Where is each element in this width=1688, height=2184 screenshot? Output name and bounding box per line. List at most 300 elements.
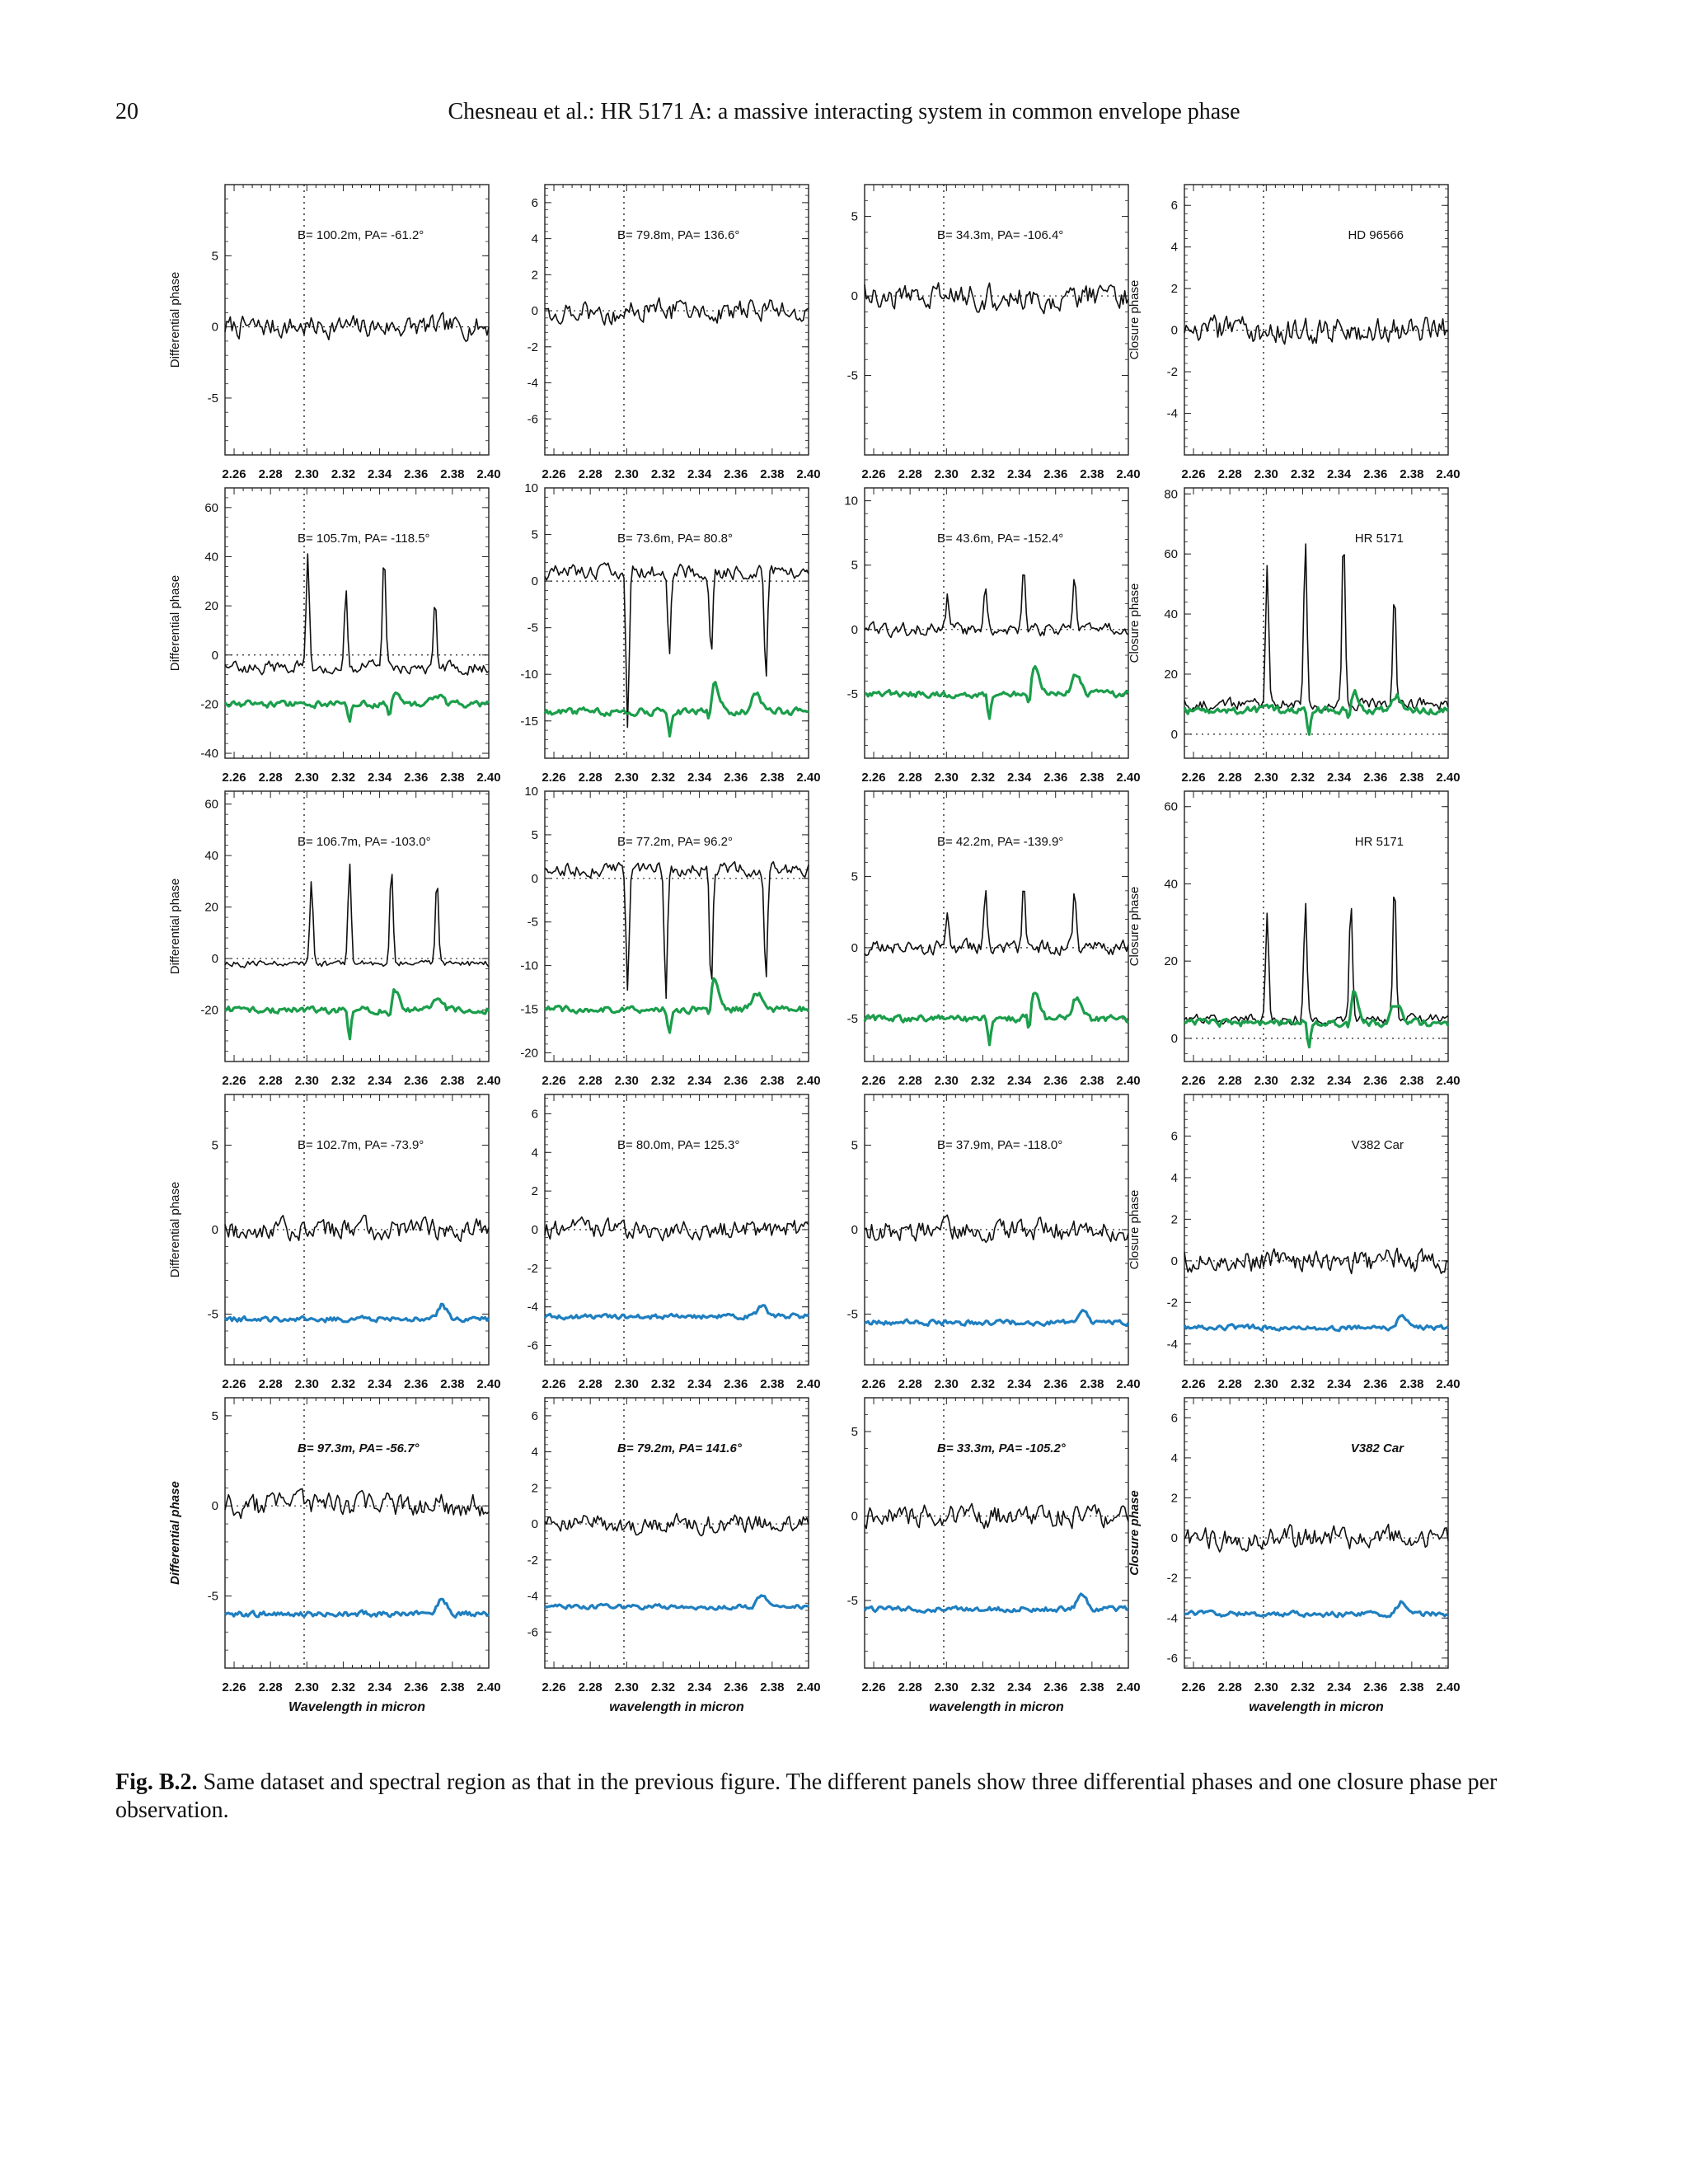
x-tick-label: 2.30: [1254, 771, 1278, 785]
y-tick-label: -6: [527, 1338, 538, 1353]
x-tick-label: 2.40: [476, 771, 501, 785]
y-tick-label: 0: [1170, 1254, 1178, 1268]
y-axis-label: Closure phase: [1128, 279, 1142, 360]
y-tick-label: -4: [527, 376, 538, 391]
x-tick-label: 2.36: [1363, 1377, 1388, 1391]
panel-r4c4: [1128, 1094, 1461, 1391]
data-series-line: [545, 563, 809, 728]
y-tick-label: 0: [531, 871, 538, 886]
reference-series-line: [1184, 691, 1448, 735]
panel-r1c3: [847, 185, 1141, 481]
x-tick-label: 2.38: [760, 467, 785, 481]
x-tick-label: 2.36: [724, 1074, 748, 1088]
x-tick-label: 2.28: [1217, 467, 1242, 481]
x-tick-label: 2.30: [934, 1680, 959, 1694]
y-tick-label: -15: [520, 714, 538, 729]
y-tick-label: 40: [1164, 877, 1178, 892]
y-tick-label: 0: [211, 320, 218, 335]
x-tick-label: 2.30: [294, 771, 319, 785]
y-tick-label: 5: [211, 1408, 218, 1423]
y-tick-label: 0: [1170, 1031, 1178, 1046]
data-series-line: [1184, 1249, 1448, 1274]
x-tick-label: 2.32: [650, 1377, 676, 1391]
plot-frame: [225, 488, 489, 758]
x-tick-label: 2.38: [1080, 1680, 1104, 1694]
x-tick-label: 2.32: [970, 771, 996, 785]
x-tick-label: 2.26: [1181, 771, 1206, 785]
y-tick-label: -20: [520, 1046, 538, 1061]
x-tick-label: 2.40: [476, 467, 501, 481]
y-tick-label: 60: [204, 797, 218, 812]
panel-annotation: HR 5171: [1354, 532, 1404, 546]
x-tick-label: 2.26: [222, 771, 246, 785]
y-tick-label: 2: [531, 268, 538, 283]
x-tick-label: 2.32: [650, 1074, 676, 1088]
x-tick-label: 2.36: [1043, 1680, 1068, 1694]
y-tick-label: -2: [1166, 365, 1178, 380]
data-series-line: [1184, 315, 1448, 344]
y-tick-label: -6: [1166, 1651, 1178, 1666]
panel-r5c1: [168, 1398, 501, 1714]
x-tick-label: 2.36: [1363, 1680, 1388, 1694]
y-tick-label: 2: [1170, 1212, 1178, 1227]
panel-r2c4: [1128, 487, 1461, 785]
data-series-line: [1184, 544, 1448, 711]
x-tick-label: 2.32: [650, 467, 676, 481]
x-tick-label: 2.26: [542, 771, 566, 785]
x-tick-label: 2.36: [1043, 1074, 1068, 1088]
x-tick-label: 2.36: [724, 1377, 748, 1391]
x-tick-label: 2.40: [796, 1377, 821, 1391]
x-tick-label: 2.28: [1217, 1680, 1242, 1694]
x-tick-label: 2.36: [724, 771, 748, 785]
y-tick-label: 0: [531, 574, 538, 589]
y-tick-label: 0: [1170, 727, 1178, 742]
y-tick-label: 40: [1164, 607, 1178, 622]
x-tick-label: 2.36: [724, 467, 748, 481]
panel-annotation: V382 Car: [1351, 1138, 1404, 1152]
x-tick-label: 2.38: [440, 467, 465, 481]
y-tick-label: 10: [524, 481, 538, 495]
x-tick-label: 2.26: [222, 1377, 246, 1391]
x-tick-label: 2.36: [404, 1377, 429, 1391]
x-tick-label: 2.28: [898, 1074, 922, 1088]
x-tick-label: 2.38: [1400, 467, 1424, 481]
x-tick-label: 2.34: [367, 771, 392, 785]
y-tick-label: 60: [204, 500, 218, 515]
x-tick-label: 2.30: [1254, 1377, 1278, 1391]
plot-frame: [225, 791, 489, 1062]
panel-r3c3: [847, 791, 1141, 1088]
data-series-line: [865, 283, 1128, 313]
y-tick-label: 20: [1164, 954, 1178, 969]
y-tick-label: 5: [211, 249, 218, 264]
y-axis-label: Differential phase: [168, 1181, 182, 1278]
panel-r4c1: [168, 1094, 501, 1391]
x-tick-label: 2.36: [1363, 771, 1388, 785]
x-tick-label: 2.28: [258, 1074, 283, 1088]
y-tick-label: -10: [520, 668, 538, 682]
panel-r4c3: [847, 1094, 1141, 1391]
y-tick-label: 0: [531, 1223, 538, 1237]
x-tick-label: 2.40: [476, 1377, 501, 1391]
y-tick-label: 4: [531, 1445, 538, 1460]
y-tick-label: -5: [846, 1012, 858, 1027]
plot-frame: [1184, 185, 1448, 455]
y-axis-label: Differential phase: [168, 1481, 182, 1585]
x-tick-label: 2.30: [614, 771, 639, 785]
x-tick-label: 2.28: [578, 467, 603, 481]
x-tick-label: 2.28: [258, 771, 283, 785]
y-tick-label: 6: [531, 1107, 538, 1122]
x-tick-label: 2.34: [687, 771, 712, 785]
panel-annotation: B= 73.6m, PA= 80.8°: [617, 532, 733, 546]
y-tick-label: 6: [531, 1408, 538, 1423]
x-tick-label: 2.34: [367, 1680, 392, 1694]
x-tick-label: 2.28: [258, 1680, 283, 1694]
x-tick-label: 2.34: [367, 1074, 392, 1088]
y-axis-label: Differential phase: [168, 271, 182, 368]
reference-series-line: [865, 667, 1128, 719]
x-tick-label: 2.40: [476, 1680, 501, 1694]
y-tick-label: -5: [846, 1307, 858, 1322]
y-tick-label: -5: [207, 1589, 218, 1604]
x-tick-label: 2.40: [796, 467, 821, 481]
x-tick-label: 2.38: [1400, 1680, 1424, 1694]
y-tick-label: -5: [846, 687, 858, 701]
y-tick-label: 5: [531, 527, 538, 542]
x-tick-label: 2.30: [1254, 467, 1278, 481]
y-tick-label: 20: [204, 599, 218, 614]
y-tick-label: 0: [851, 940, 858, 955]
y-tick-label: 4: [1170, 1170, 1178, 1185]
x-tick-label: 2.40: [1116, 1074, 1141, 1088]
y-axis-label: Closure phase: [1128, 1490, 1142, 1576]
x-tick-label: 2.32: [970, 467, 996, 481]
y-tick-label: 0: [851, 289, 858, 304]
y-axis-label: Closure phase: [1128, 583, 1142, 663]
y-tick-label: -4: [527, 1589, 538, 1604]
y-tick-label: -6: [527, 412, 538, 427]
x-tick-label: 2.36: [404, 1074, 429, 1088]
panel-annotation: B= 77.2m, PA= 96.2°: [617, 835, 733, 849]
y-tick-label: 6: [1170, 199, 1178, 213]
x-tick-label: 2.38: [1400, 1377, 1424, 1391]
caption-text: Same dataset and spectral region as that in the previous figure. The different panels show three differential phases and one closure phase per observation.: [115, 1769, 1498, 1823]
reference-series-line: [545, 978, 809, 1033]
x-tick-label: 2.38: [760, 1377, 785, 1391]
y-axis-label: Differential phase: [168, 574, 182, 672]
y-tick-label: 5: [851, 1138, 858, 1153]
x-tick-label: 2.40: [796, 1074, 821, 1088]
y-tick-label: -5: [527, 915, 538, 930]
y-tick-label: -5: [527, 621, 538, 635]
x-tick-label: 2.26: [542, 1074, 566, 1088]
y-tick-label: 0: [1170, 323, 1178, 338]
y-tick-label: -4: [527, 1300, 538, 1315]
x-tick-label: 2.26: [1181, 1377, 1206, 1391]
data-series-line: [1184, 1525, 1448, 1552]
x-tick-label: 2.26: [542, 1377, 566, 1391]
y-tick-label: -2: [527, 340, 538, 354]
x-tick-label: 2.30: [614, 467, 639, 481]
x-tick-label: 2.28: [578, 1074, 603, 1088]
y-tick-label: -5: [207, 391, 218, 405]
plot-frame: [545, 1094, 809, 1365]
x-tick-label: 2.40: [1436, 1680, 1461, 1694]
panel-r1c2: [528, 185, 821, 481]
x-tick-label: 2.26: [542, 1680, 566, 1694]
x-tick-label: 2.36: [1043, 1377, 1068, 1391]
data-series-line: [545, 1513, 809, 1535]
y-tick-label: 5: [851, 558, 858, 573]
reference-series-line: [225, 693, 489, 722]
data-series-line: [225, 312, 489, 341]
panel-r5c4: [1128, 1398, 1461, 1714]
panel-r5c2: [528, 1398, 821, 1714]
x-tick-label: 2.34: [687, 467, 712, 481]
panel-annotation: B= 105.7m, PA= -118.5°: [298, 532, 430, 546]
running-title: Chesneau et al.: HR 5171 A: a massive interacting system in common envelope phase: [448, 99, 1240, 124]
x-tick-label: 2.26: [1181, 467, 1206, 481]
x-tick-label: 2.34: [1006, 771, 1032, 785]
y-tick-label: -5: [846, 368, 858, 383]
x-tick-label: 2.36: [404, 771, 429, 785]
y-tick-label: -2: [527, 1553, 538, 1568]
x-tick-label: 2.38: [440, 771, 465, 785]
x-tick-label: 2.38: [1080, 771, 1104, 785]
y-tick-label: 0: [851, 622, 858, 637]
data-series-line: [225, 865, 489, 968]
x-tick-label: 2.38: [1080, 467, 1104, 481]
x-tick-label: 2.34: [1326, 1377, 1352, 1391]
y-tick-label: -40: [200, 747, 218, 762]
x-tick-label: 2.32: [650, 771, 676, 785]
x-tick-label: 2.32: [970, 1377, 996, 1391]
y-axis-label: Differential phase: [168, 878, 182, 975]
y-tick-label: -6: [527, 1625, 538, 1640]
x-tick-label: 2.38: [1080, 1377, 1104, 1391]
data-series-line: [865, 1504, 1128, 1529]
x-tick-label: 2.26: [542, 467, 566, 481]
plot-frame: [225, 1398, 489, 1668]
panel-annotation: B= 79.8m, PA= 136.6°: [617, 228, 740, 242]
x-tick-label: 2.30: [934, 467, 959, 481]
x-tick-label: 2.32: [331, 771, 356, 785]
panel-r2c2: [520, 481, 820, 785]
y-tick-label: 0: [851, 1223, 858, 1237]
y-tick-label: 5: [851, 1425, 858, 1439]
x-tick-label: 2.38: [1400, 771, 1424, 785]
x-tick-label: 2.34: [687, 1074, 712, 1088]
y-tick-label: -20: [200, 697, 218, 712]
x-tick-label: 2.30: [1254, 1074, 1278, 1088]
data-series-line: [1184, 898, 1448, 1025]
x-tick-label: 2.26: [222, 1680, 246, 1694]
plot-frame: [865, 185, 1128, 455]
x-tick-label: 2.40: [1436, 1377, 1461, 1391]
y-tick-label: 6: [531, 195, 538, 210]
y-tick-label: 40: [204, 550, 218, 565]
x-tick-label: 2.40: [1436, 1074, 1461, 1088]
data-series-line: [225, 1489, 489, 1519]
panel-r1c1: [168, 185, 501, 481]
plot-frame: [865, 1398, 1128, 1668]
y-tick-label: 5: [211, 1138, 218, 1153]
data-series-line: [225, 1216, 489, 1242]
panel-annotation: B= 97.3m, PA= -56.7°: [298, 1441, 420, 1455]
data-series-line: [865, 575, 1128, 638]
y-tick-label: 10: [844, 494, 858, 509]
x-tick-label: 2.32: [1290, 1680, 1315, 1694]
reference-series-line: [545, 1596, 809, 1610]
y-tick-label: 6: [1170, 1411, 1178, 1426]
x-tick-label: 2.30: [294, 1377, 319, 1391]
x-tick-label: 2.30: [614, 1680, 639, 1694]
y-tick-label: 0: [531, 304, 538, 319]
x-axis-label: wavelength in micron: [1249, 1700, 1384, 1714]
panel-annotation: B= 34.3m, PA= -106.4°: [937, 228, 1064, 242]
x-tick-label: 2.34: [1326, 1680, 1352, 1694]
y-tick-label: 5: [531, 827, 538, 842]
plot-frame: [545, 1398, 809, 1668]
panel-annotation: B= 37.9m, PA= -118.0°: [937, 1138, 1063, 1152]
panel-annotation: B= 79.2m, PA= 141.6°: [617, 1441, 742, 1455]
reference-series-line: [865, 1310, 1128, 1326]
panel-r4c2: [528, 1094, 821, 1391]
panel-r2c3: [844, 488, 1140, 785]
y-tick-label: 5: [851, 869, 858, 884]
reference-series-line: [545, 682, 809, 737]
y-tick-label: 0: [211, 648, 218, 663]
x-tick-label: 2.30: [294, 467, 319, 481]
reference-series-line: [225, 1599, 489, 1617]
y-tick-label: 5: [851, 209, 858, 224]
x-tick-label: 2.30: [614, 1377, 639, 1391]
y-tick-label: -20: [200, 1003, 218, 1018]
y-tick-label: -10: [520, 958, 538, 973]
data-series-line: [865, 1215, 1128, 1242]
x-tick-label: 2.28: [578, 1377, 603, 1391]
x-tick-label: 2.40: [796, 1680, 821, 1694]
x-tick-label: 2.36: [1043, 467, 1068, 481]
y-tick-label: 0: [1170, 1531, 1178, 1546]
x-tick-label: 2.30: [294, 1680, 319, 1694]
x-tick-label: 2.26: [861, 467, 886, 481]
data-series-line: [545, 1217, 809, 1241]
y-tick-label: -2: [1166, 1571, 1178, 1586]
y-tick-label: 60: [1164, 547, 1178, 562]
plot-frame: [1184, 1094, 1448, 1365]
x-tick-label: 2.28: [898, 1680, 922, 1694]
y-tick-label: 80: [1164, 487, 1178, 502]
reference-series-line: [1184, 1315, 1448, 1331]
panel-annotation: V382 Car: [1350, 1441, 1404, 1455]
x-tick-label: 2.32: [331, 1074, 356, 1088]
x-tick-label: 2.28: [1217, 1074, 1242, 1088]
y-tick-label: 4: [1170, 240, 1178, 255]
x-tick-label: 2.28: [578, 771, 603, 785]
x-tick-label: 2.40: [796, 771, 821, 785]
x-tick-label: 2.40: [476, 1074, 501, 1088]
x-tick-label: 2.38: [1080, 1074, 1104, 1088]
page-number: 20: [115, 99, 138, 124]
y-tick-label: -4: [1166, 406, 1178, 421]
x-tick-label: 2.34: [687, 1680, 712, 1694]
x-tick-label: 2.32: [331, 467, 356, 481]
y-tick-label: 2: [531, 1481, 538, 1496]
panel-r3c4: [1128, 791, 1461, 1088]
y-tick-label: 0: [531, 1517, 538, 1532]
y-tick-label: 0: [211, 952, 218, 967]
plot-frame: [1184, 488, 1448, 758]
x-tick-label: 2.34: [367, 1377, 392, 1391]
x-tick-label: 2.28: [898, 1377, 922, 1391]
x-tick-label: 2.34: [367, 467, 392, 481]
x-tick-label: 2.36: [404, 1680, 429, 1694]
reference-series-line: [865, 1594, 1128, 1613]
x-tick-label: 2.26: [222, 1074, 246, 1088]
x-tick-label: 2.40: [1436, 467, 1461, 481]
x-tick-label: 2.38: [760, 1074, 785, 1088]
panel-annotation: B= 102.7m, PA= -73.9°: [298, 1138, 424, 1152]
x-tick-label: 2.36: [1363, 1074, 1388, 1088]
x-tick-label: 2.30: [934, 1377, 959, 1391]
x-tick-label: 2.32: [1290, 467, 1315, 481]
x-tick-label: 2.40: [1116, 1680, 1141, 1694]
y-tick-label: 2: [1170, 282, 1178, 297]
x-tick-label: 2.32: [970, 1680, 996, 1694]
x-tick-label: 2.30: [614, 1074, 639, 1088]
x-tick-label: 2.34: [1006, 467, 1032, 481]
panel-annotation: B= 42.2m, PA= -139.9°: [937, 835, 1064, 849]
x-tick-label: 2.28: [578, 1680, 603, 1694]
x-tick-label: 2.26: [222, 467, 246, 481]
x-axis-label: wavelength in micron: [609, 1700, 744, 1714]
reference-series-line: [865, 993, 1128, 1045]
x-tick-label: 2.34: [1326, 771, 1352, 785]
y-tick-label: 0: [211, 1499, 218, 1514]
reference-series-line: [1184, 1601, 1448, 1617]
x-tick-label: 2.32: [331, 1680, 356, 1694]
x-tick-label: 2.34: [1006, 1680, 1032, 1694]
plot-frame: [545, 185, 809, 455]
panel-annotation: B= 80.0m, PA= 125.3°: [617, 1138, 740, 1152]
x-tick-label: 2.36: [404, 467, 429, 481]
x-tick-label: 2.34: [687, 1377, 712, 1391]
x-tick-label: 2.32: [1290, 1377, 1315, 1391]
y-axis-label: Closure phase: [1128, 886, 1142, 967]
panel-annotation: B= 106.7m, PA= -103.0°: [298, 835, 431, 849]
panel-annotation: HR 5171: [1354, 835, 1404, 849]
y-axis-label: Closure phase: [1128, 1189, 1142, 1270]
caption-label: Fig. B.2.: [115, 1769, 198, 1795]
y-tick-label: 2: [531, 1184, 538, 1199]
y-tick-label: 4: [531, 1146, 538, 1160]
x-tick-label: 2.28: [258, 1377, 283, 1391]
x-tick-label: 2.32: [1290, 1074, 1315, 1088]
y-tick-label: -4: [1166, 1337, 1178, 1352]
y-tick-label: -5: [846, 1594, 858, 1608]
data-series-line: [865, 891, 1128, 956]
y-tick-label: 0: [211, 1223, 218, 1237]
x-tick-label: 2.40: [1116, 771, 1141, 785]
x-tick-label: 2.28: [1217, 771, 1242, 785]
y-tick-label: 6: [1170, 1129, 1178, 1144]
reference-series-line: [225, 1304, 489, 1322]
x-tick-label: 2.32: [970, 1074, 996, 1088]
y-tick-label: -4: [1166, 1611, 1178, 1626]
